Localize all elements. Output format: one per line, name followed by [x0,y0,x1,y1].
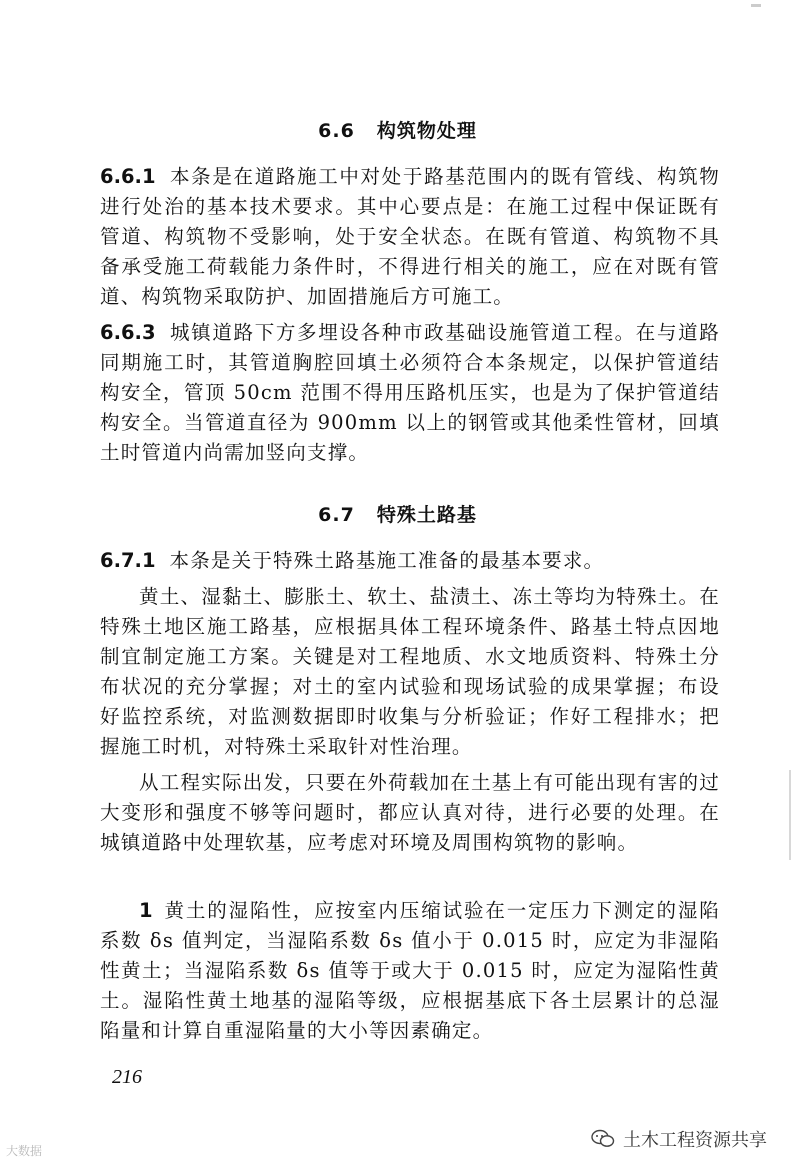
clause-number: 6.7.1 [100,549,156,572]
watermark-left [6,1142,42,1159]
item-number: 1 [139,899,154,922]
scan-mark [751,4,761,7]
section-number: 6.7 [318,504,355,526]
watermark-right-text: 土木工程资源共享 [623,1130,767,1151]
clause-6-6-1 [100,162,720,312]
clause-text: 本条是在道路施工中对处于路基范围内的既有管线、构筑物进行处治的基本技术要求。其中心要点是：在施工过程中保证既有管道、构筑物不受影响，处于安全状态。在既有管道、构筑物不具备承受施工荷载能力条件时，不得进行相关的施工，应在对既有管道、构筑物采取防护、加固措施后方可施工。 [100,165,720,308]
clause-6-7-1 [100,546,720,576]
section-heading-6-6 [0,116,795,143]
wechat-icon [591,1129,615,1149]
clause-number: 6.6.3 [100,321,156,344]
section-title-text: 特殊土路基 [376,504,477,526]
section-heading-6-7 [0,500,795,527]
watermark-left-text: 大数据 [6,1144,43,1158]
clause-text: 本条是关于特殊土路基施工准备的最基本要求。 [169,549,605,572]
section-number: 6.6 [318,120,355,142]
paragraph-engineering-practice: 从工程实际出发，只要在外荷载加在土基上有可能出现有害的过大变形和强度不够等问题时，都应认真对待，进行必要的处理。在城镇道路中处理软基，应考虑对环境及周围构筑物的影响。 [100,771,720,854]
clause-number: 6.6.1 [100,165,156,188]
paragraph-special-soils: 黄土、湿黏土、膨胀土、软土、盐渍土、冻土等均为特殊土。在特殊土地区施工路基，应根据具体工程环境条件、路基土特点因地制宜制定施工方案。关键是对工程地质、水文地质资料、特殊土分布状况的充分掌握；对土的室内试验和现场试验的成果掌握；布设好监控系统，对监测数据即时收集与分析验证；作好工程排水；把握施工时机，对特殊土采取针对性治理。 [100,585,720,758]
page-number: 216 [112,1066,142,1088]
section-title-text: 构筑物处理 [376,120,477,142]
clause-6-6-3 [100,318,720,468]
clause-text: 城镇道路下方多埋设各种市政基础设施管道工程。在与道路同期施工时，其管道胸腔回填土必须符合本条规定，以保护管道结构安全，管顶 50cm 范围不得用压路机压实，也是为了保护管道结构安全。当管道直径为 900mm 以上的钢管或其他柔性管材，回填土时管道内尚需加竖向支撑。 [100,321,720,464]
item-text: 黄土的湿陷性，应按室内压缩试验在一定压力下测定的湿陷系数 δs 值判定，当湿陷系数 δs 值小于 0.015 时，应定为非湿陷性黄土；当湿陷系数 δs 值等于或大于 0.015 时，应定为湿陷性黄土。湿陷性黄土地基的湿陷等级，应根据基底下各土层累计的总湿陷量和计算自重湿陷量的大小等因素确定。 [100,899,720,1042]
watermark-right [591,1126,767,1152]
item-1-loess [100,896,720,1046]
scan-edge-line [789,770,791,860]
